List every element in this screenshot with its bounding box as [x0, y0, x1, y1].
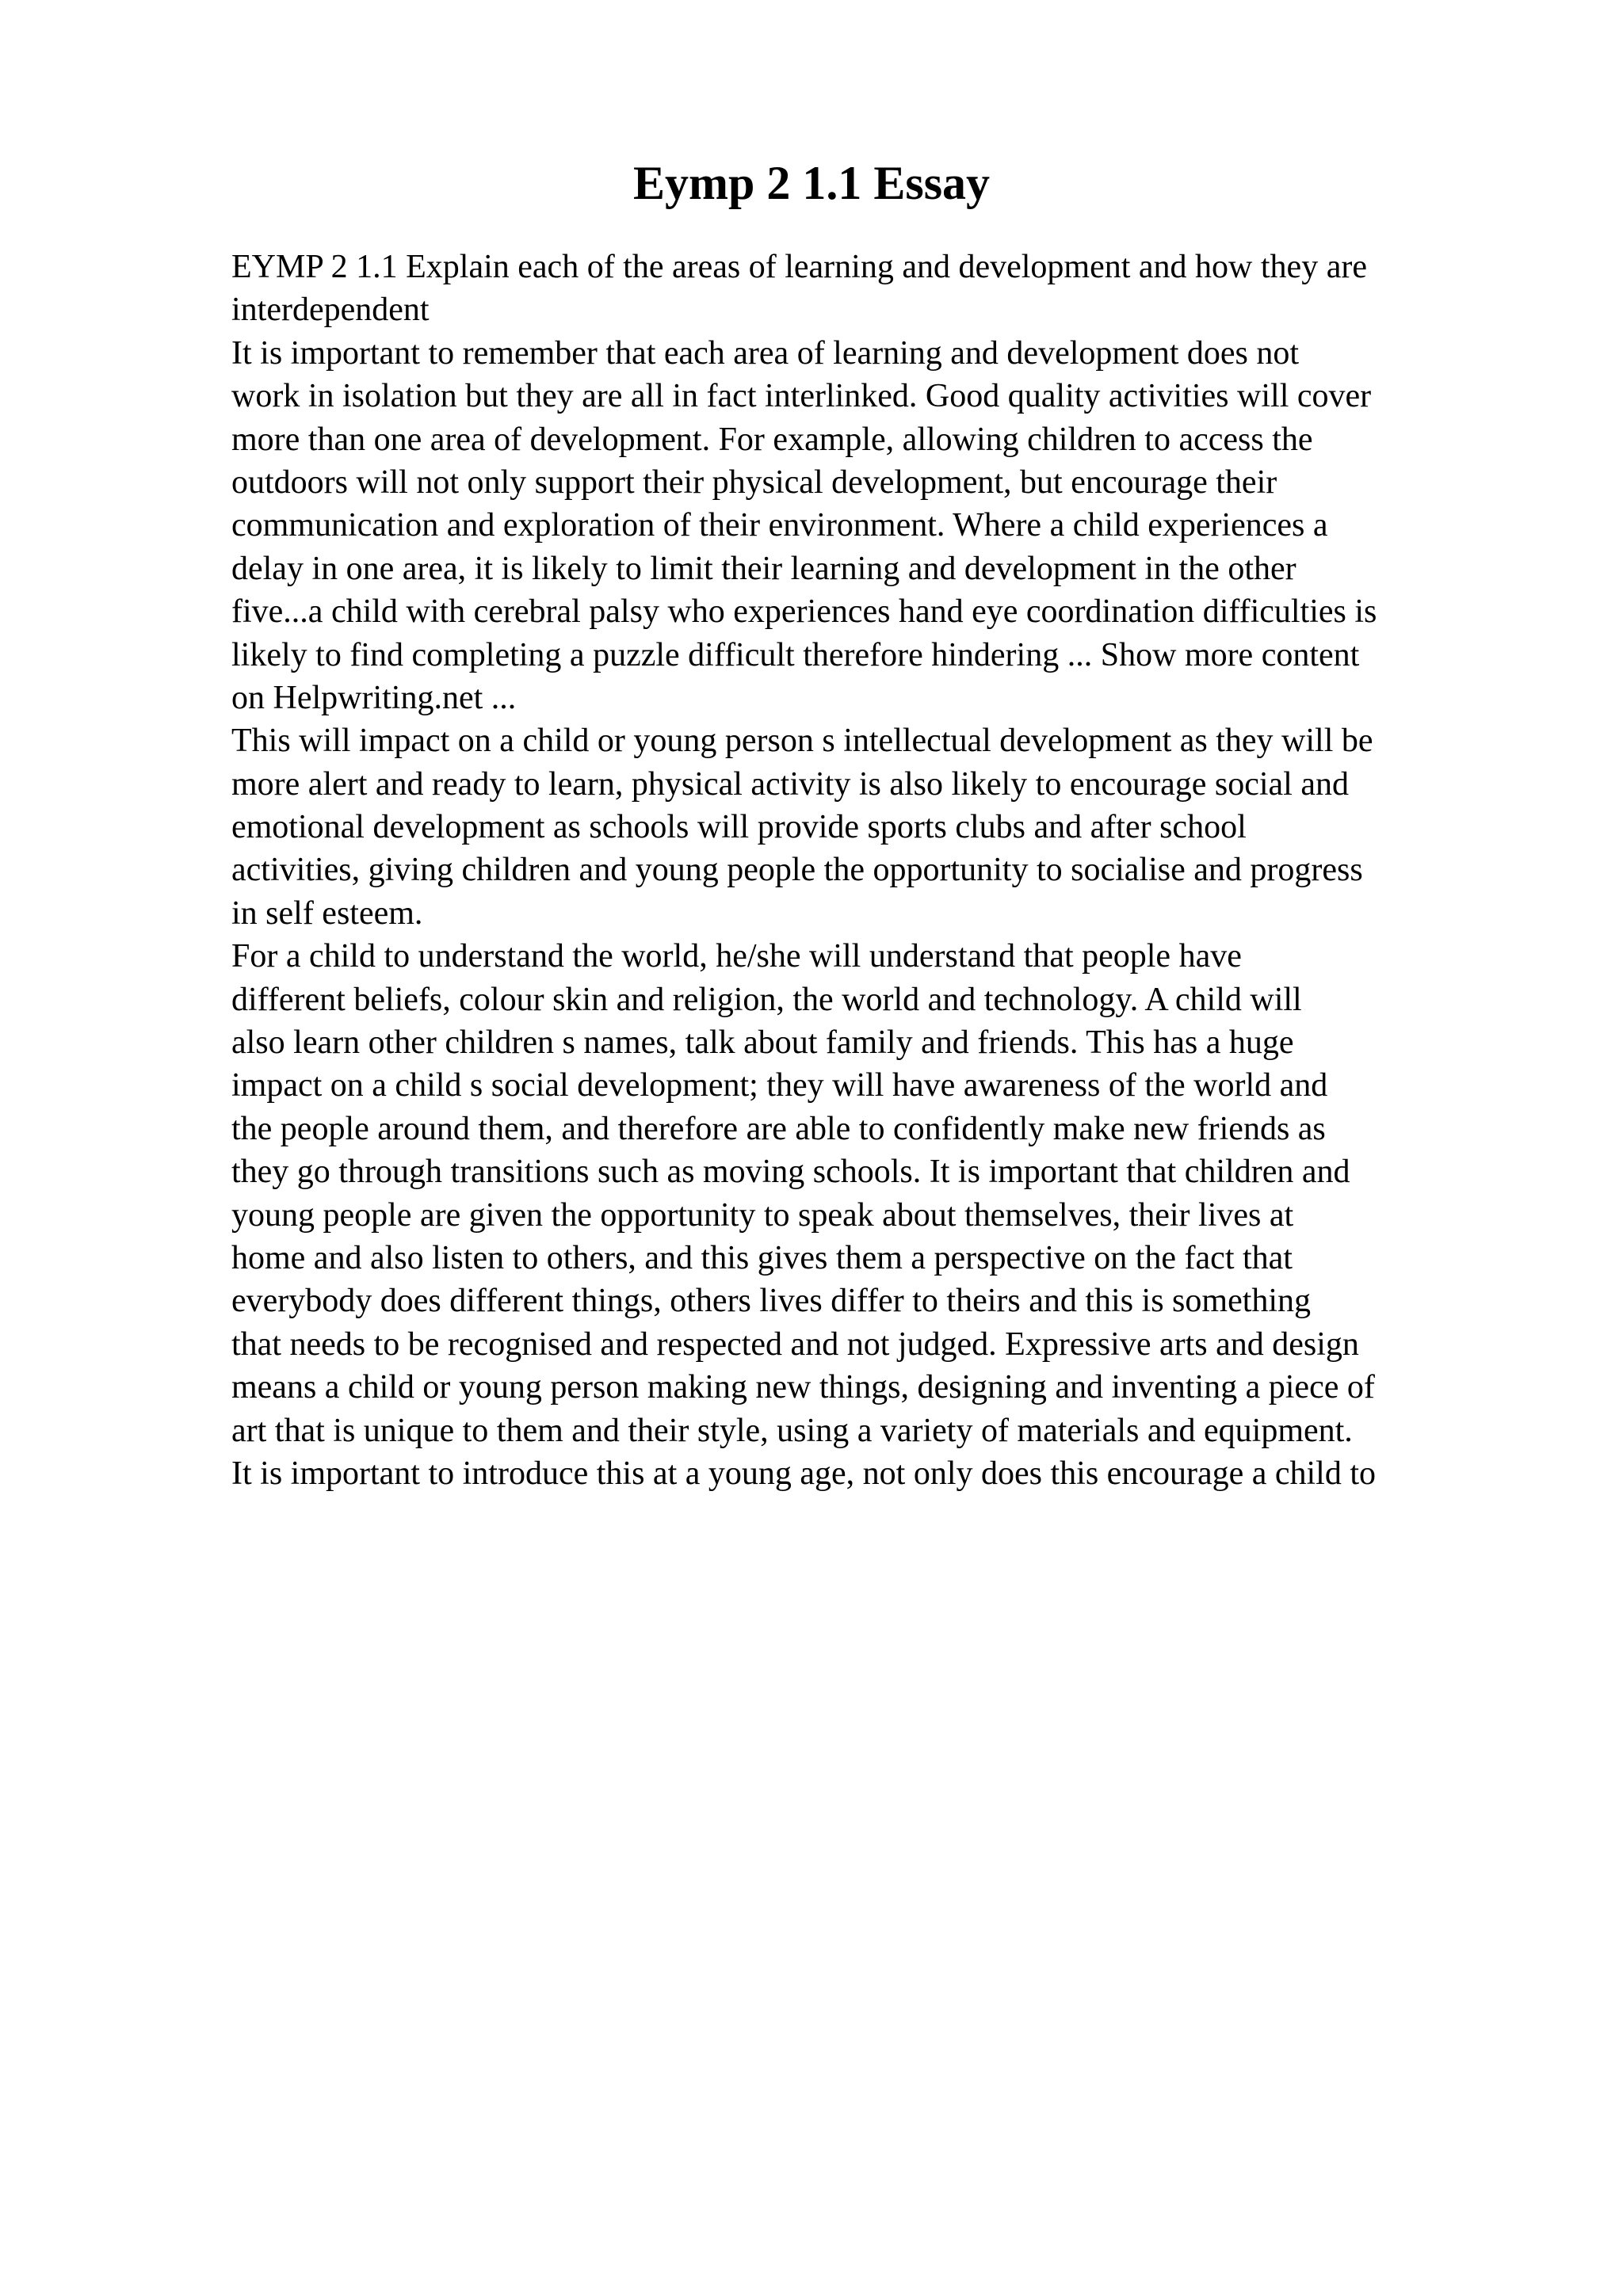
body-text-line: activities, giving children and young people the opportunity to socialise and progress: [231, 852, 1363, 889]
body-text-line: delay in one area, it is likely to limit their learning and development in the other: [231, 550, 1296, 587]
document-title: Eymp 2 1.1 Essay: [632, 157, 991, 209]
body-text-line: communication and exploration of their environment. Where a child experiences a: [231, 507, 1328, 544]
body-text-line: impact on a child s social development; they will have awareness of the world and: [231, 1067, 1328, 1104]
body-text-line: art that is unique to them and their style, using a variety of materials and equipment.: [231, 1412, 1353, 1449]
body-text-line: the people around them, and therefore are able to confidently make new friends as: [231, 1110, 1326, 1147]
body-text-line: likely to find completing a puzzle difficult therefore hindering ... Show more content: [231, 636, 1360, 673]
document-body: [231, 246, 1515, 1495]
body-text-line: that needs to be recognised and respected and not judged. Expressive arts and design: [231, 1325, 1359, 1363]
body-text-line: emotional development as schools will provide sports clubs and after school: [231, 809, 1247, 846]
body-text-line: This will impact on a child or young person s intellectual development as they will be: [231, 723, 1373, 760]
body-text-line: five...a child with cerebral palsy who experiences hand eye coordination difficulties is: [231, 593, 1377, 631]
body-text-line: work in isolation but they are all in fact interlinked. Good quality activities will cover: [231, 378, 1372, 415]
body-text-line: more than one area of development. For example, allowing children to access the: [231, 421, 1313, 458]
body-text-line: It is important to introduce this at a young age, not only does this encourage a child to: [231, 1455, 1377, 1492]
body-text-line: more alert and ready to learn, physical activity is also likely to encourage social and: [231, 765, 1349, 803]
body-text-line: means a child or young person making new things, designing and inventing a piece of: [231, 1369, 1375, 1406]
body-text-line: EYMP 2 1.1 Explain each of the areas of learning and development and how they are: [231, 249, 1367, 285]
body-text-line: interdependent: [231, 292, 430, 329]
body-text-line: also learn other children s names, talk about family and friends. This has a huge: [231, 1024, 1294, 1062]
body-text-line: For a child to understand the world, he/she will understand that people have: [231, 938, 1242, 975]
body-text-line: in self esteem.: [231, 894, 423, 932]
body-text-line: home and also listen to others, and this gives them a perspective on the fact that: [231, 1239, 1293, 1276]
body-text-line: It is important to remember that each area of learning and development does not: [231, 334, 1300, 372]
body-text-line: young people are given the opportunity to speak about themselves, their lives at: [231, 1196, 1294, 1234]
body-text-line: outdoors will not only support their physical development, but encourage their: [231, 463, 1277, 501]
body-text-line: they go through transitions such as moving schools. It is important that children and: [231, 1154, 1350, 1191]
body-text-line: on Helpwriting.net ...: [231, 679, 517, 716]
body-text-line: everybody does different things, others lives differ to theirs and this is something: [231, 1283, 1312, 1320]
body-text-line: different beliefs, colour skin and religion, the world and technology. A child will: [231, 981, 1302, 1018]
